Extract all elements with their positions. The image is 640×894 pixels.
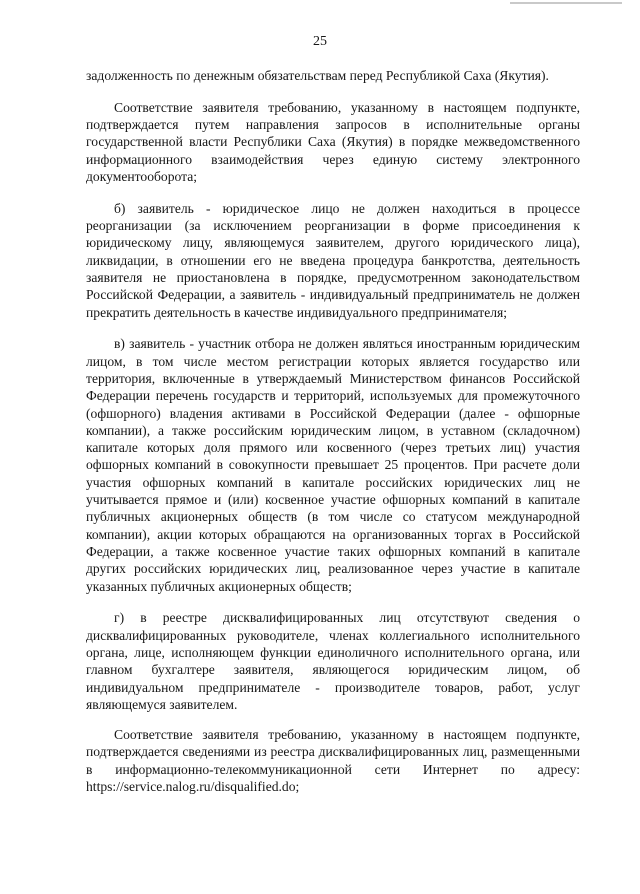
paragraph-item-b-reorganization: б) заявитель - юридическое лицо не должен находиться в процессе реорганизации (за исключением реорганизации в форме присоединения к юридическому лицу, являющемуся заявителем, другого юридического лица), ликвидации, в отношении его не введена процедура банкротства, деятельность заявителя не приостановлена в порядке, предусмотренном законодательством Российской Федерации, а заявитель - индивидуальный предприниматель не должен прекратить деятельность в качестве индивидуального предпринимателя;	[86, 200, 580, 320]
paragraph-item-v-offshore: в) заявитель - участник отбора не должен являться иностранным юридическим лицом, в том числе местом регистрации которых является государство или территория, включенные в утверждаемый Министерством финансов Российской Федерации перечень государств и территорий, используемых для промежуточного (офшорного) владения активами в Российской Федерации (далее - офшорные компании), а также российским юридическим лицом, в уставном (складочном) капитале которых доля прямого или косвенного (через третьих лиц) участия офшорных компаний в совокупности превышает 25 процентов. При расчете доли участия офшорных компаний в капитале российских юридических лиц не учитывается прямое и (или) косвенное участие офшорных компаний в капитале публичных акционерных обществ (в том числе со статусом международной компании), акции которых обращаются на организованных торгах в Российской Федерации, а также косвенное участие таких офшорных компаний в капитале других российских юридических лиц, реализованное через участие в капитале указанных публичных акционерных обществ;	[86, 336, 580, 594]
paragraph-compliance-registry: Соответствие заявителя требованию, указанному в настоящем подпункте, подтверждается сведениями из реестра дисквалифицированных лиц, размещенными в информационно-телекоммуникационной сети Интернет по адресу: https://service.nalog.ru/disqualified.do;	[86, 727, 580, 794]
document-body	[86, 67, 580, 810]
paragraph-item-g-disqualified: г) в реестре дисквалифицированных лиц отсутствуют сведения о дисквалифицированных руководителе, членах коллегиального исполнительного органа, лице, исполняющем функции единоличного исполнительного органа, или главном бухгалтере заявителя, являющегося юридическим лицом, об индивидуальном предпринимателе - производителе товаров, работ, услуг являющемуся заявителем.	[86, 610, 580, 712]
paragraph-compliance-requests: Соответствие заявителя требованию, указанному в настоящем подпункте, подтверждается путем направления запросов в исполнительные органы государственной власти Республики Саха (Якутия) в порядке межведомственного информационного взаимодействия через единую систему электронного документооборота;	[86, 99, 580, 184]
paragraph-debt-continuation: задолженность по денежным обязательствам перед Республикой Саха (Якутия).	[86, 68, 549, 83]
scan-edge-mark	[510, 2, 622, 4]
page-number: 25	[313, 34, 327, 49]
